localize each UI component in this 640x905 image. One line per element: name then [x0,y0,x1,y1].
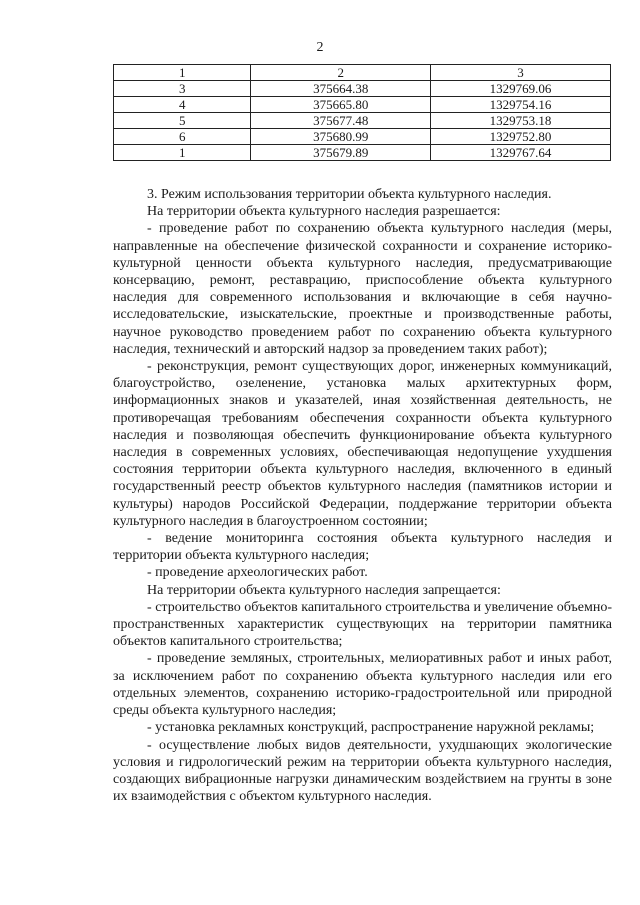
table-cell: 375664.38 [251,81,431,97]
table-header-row [114,65,611,81]
table-cell: 375677.48 [251,113,431,129]
coordinates-table [113,64,611,161]
table-cell: 1329752.80 [431,129,611,145]
prohibited-item: - осуществление любых видов деятельности, ухудшающих экологические условия и гидрологический режим на территории объекта культурного наследия, создающих вибрационные нагрузки динамическим воздействием на грунты в зоне их взаимодействия с объектом культурного наследия. [113,737,612,805]
table-cell: 3 [114,81,251,97]
table-cell: 1329754.16 [431,97,611,113]
table-row [114,145,611,161]
table-cell: 375680.99 [251,129,431,145]
table-cell: 4 [114,97,251,113]
table-row [114,97,611,113]
table-row [114,113,611,129]
table-cell: 5 [114,113,251,129]
table-row [114,81,611,97]
section-heading: 3. Режим использования территории объекта культурного наследия. [147,187,552,202]
allowed-item: - проведение археологических работ. [147,565,368,581]
table-cell: 375679.89 [251,145,431,161]
allowed-intro: На территории объекта культурного наследия разрешается: [147,204,501,220]
document-body [113,186,612,805]
prohibited-item: - строительство объектов капитального строительства и увеличение объемно-пространственных характеристик существующих на территории памятника объектов капитального строительства; [113,599,612,650]
page-number: 2 [316,40,324,55]
table-cell: 1329769.06 [431,81,611,97]
table-cell: 1329753.18 [431,113,611,129]
allowed-item: - реконструкция, ремонт существующих дорог, инженерных коммуникаций, благоустройство, озеленение, установка малых архитектурных форм, информационных знаков и указателей, иная хозяйственная деятельность, не противоречащая требованиям обеспечения сохранности объекта культурного наследия и позволяющая обеспечить функционирование объекта культурного наследия в современных условиях, обеспечивающая недопущение ухудшения состояния территории объекта культурного наследия, включенного в единый государственный реестр объектов культурного наследия (памятников истории и культуры) народов Российской Федерации, поддержание территории объекта культурного наследия в благоустроенном состоянии; [113,359,612,529]
table-cell: 1329767.64 [431,145,611,161]
table-row [114,129,611,145]
table-header-cell: 2 [251,65,431,81]
allowed-item: - проведение работ по сохранению объекта культурного наследия (меры, направленные на обеспечение физической сохранности и сохранение историко-культурной ценности объекта культурного наследия, предусматривающие консервацию, ремонт, реставрацию, приспособление объекта культурного наследия для современного использования и включающие в себя научно-исследовательские, изыскательские, проектные и производственные работы, научное руководство проведением работ по сохранению объекта культурного наследия, технический и авторский надзор за проведением таких работ); [113,221,612,357]
prohibited-item: - проведение земляных, строительных, мелиоративных работ и иных работ, за исключением работ по сохранению объекта культурного наследия или его отдельных элементов, сохранению историко-градостроительной или природной среды объекта культурного наследия; [113,651,612,719]
table-cell: 1 [114,145,251,161]
prohibited-intro: На территории объекта культурного наследия запрещается: [147,582,501,598]
allowed-item: - ведение мониторинга состояния объекта культурного наследия и территории объекта культурного наследия; [113,531,612,564]
table-cell: 6 [114,129,251,145]
table-header-cell: 1 [114,65,251,81]
prohibited-item: - установка рекламных конструкций, распространение наружной рекламы; [147,720,595,736]
table-header-cell: 3 [431,65,611,81]
table-cell: 375665.80 [251,97,431,113]
